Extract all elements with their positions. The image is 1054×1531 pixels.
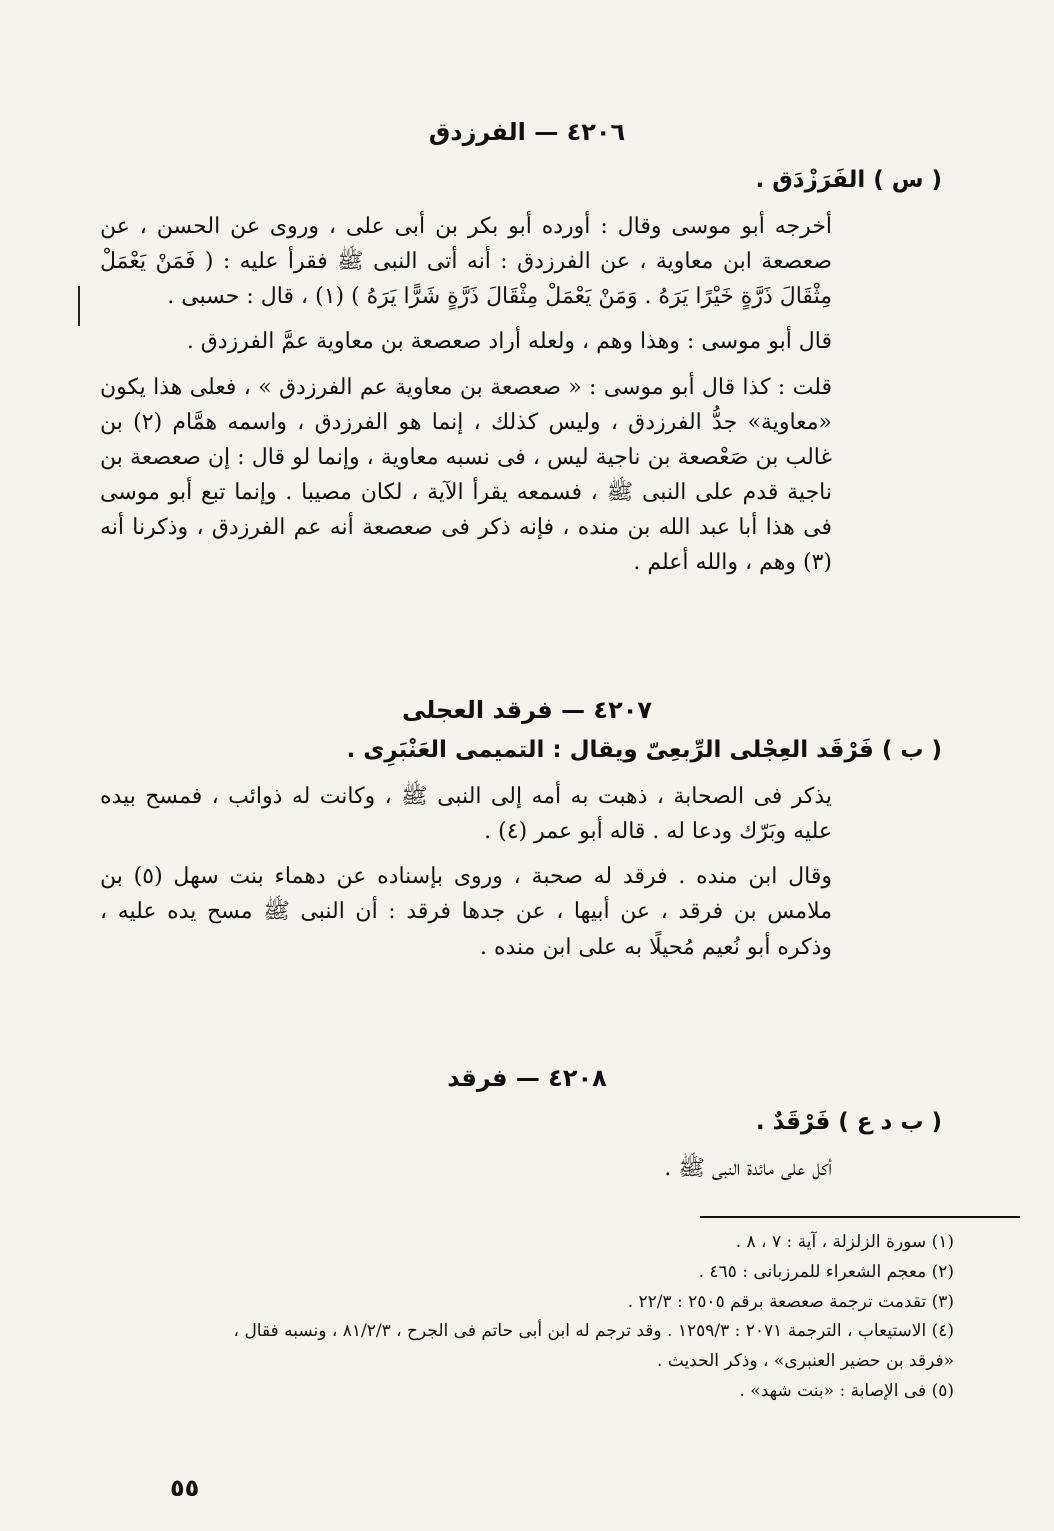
- entry-code-line: ( ب ) فَرْقَد العِجْلى الرِّبعِىّ ويقال : التميمى العَنْبَرِى .: [346, 737, 942, 763]
- paragraph: أكل على مائدة النبى ﷺ .: [664, 1155, 832, 1181]
- footnote: (٤) الاستيعاب ، الترجمة ٢٠٧١ : ١٢٥٩/٣ . وقد ترجم له ابن أبى حاتم فى الجرح ، ٨١/٢/٣ ، ونسبه فقال ،: [233, 1321, 954, 1342]
- page-number: ٥٥: [170, 1474, 200, 1502]
- paragraph: يذكر فى الصحابة ، ذهبت به أمه إلى النبى ﷺ ، وكانت له ذوائب ، فمسح بيده عليه وبَرّك ودعا له . قاله أبو عمر (٤) .: [100, 783, 832, 844]
- entry-code-line: ( س ) الفَرَزْدَق .: [755, 167, 942, 193]
- footnotes: [140, 1228, 954, 1407]
- entry-4207: [100, 732, 942, 975]
- entry-4206: [100, 162, 942, 591]
- paragraph: أخرجه أبو موسى وقال : أورده أبو بكر بن أبى على ، وروى عن الحسن ، عن صعصعة ابن معاوية ، عن الفرزدق : أنه أتى النبى ﷺ فقرأ عليه : ( فَمَنْ يَعْمَلْ مِثْقَالَ ذَرَّةٍ خَيْرًا يَرَهُ . وَمَنْ يَعْمَلْ مِثْقَالَ ذَرَّةٍ شَرًّا يَرَهُ ) (١) ، قال : حسبى .: [100, 213, 832, 310]
- footnote: (٢) معجم الشعراء للمرزبانى : ٤٦٥ .: [698, 1261, 954, 1282]
- footnote: (٥) فى الإصابة : «بنت شهد» .: [739, 1380, 954, 1401]
- entry-code-line: ( ب د ع ) فَرْقَدٌ .: [755, 1109, 942, 1135]
- footnote-separator: [700, 1216, 1020, 1218]
- footnote: (٣) تقدمت ترجمة صعصعة برقم ٢٥٠٥ : ٢٢/٣ .: [627, 1291, 954, 1312]
- entry-4208: [100, 1104, 942, 1196]
- footnote: (١) سورة الزلزلة ، آية : ٧ ، ٨ .: [735, 1232, 954, 1252]
- paragraph: قال أبو موسى : وهذا وهم ، ولعله أراد صعصعة بن معاوية عمَّ الفرزدق .: [186, 329, 832, 355]
- margin-mark: [78, 286, 80, 326]
- entry-heading-4208: ٤٢٠٨ — فرقد: [447, 1064, 607, 1092]
- footnote: «فرقد بن حضير العنبرى» ، وذكر الحديث .: [656, 1351, 954, 1371]
- paragraph: وقال ابن منده . فرقد له صحبة ، وروى بإسناده عن دهماء بنت سهل (٥) بن ملامس بن فرقد ، عن أبيها ، عن جدها فرقد : أن النبى ﷺ مسح يده عليه ، وذكره أبو نُعيم مُحيلًا به على ابن منده .: [100, 864, 833, 960]
- entry-heading-4207: ٤٢٠٧ — فرقد العجلى: [401, 696, 653, 724]
- entry-heading-4206: ٤٢٠٦ — الفرزدق: [428, 118, 626, 146]
- paragraph: قلت : كذا قال أبو موسى : « صعصعة بن معاوية عم الفرزدق » ، فعلى هذا يكون «معاوية» جدُّ الفرزدق ، وليس كذلك ، إنما هو الفرزدق ، واسمه همَّام (٢) بن غالب بن صَعْصعة بن ناجية ليس ، فى نسبه معاوية ، وإنما لو قال : إن صعصعة بن ناجية قدم على النبى ﷺ ، فسمعه يقرأ الآية ، لكان مصيبا . وإنما تبع أبو موسى فى هذا أبا عبد الله بن منده ، فإنه ذكر فى صعصعة أنه عم الفرزدق ، وذكرنا أنه (٣) وهم ، والله أعلم .: [100, 374, 833, 576]
